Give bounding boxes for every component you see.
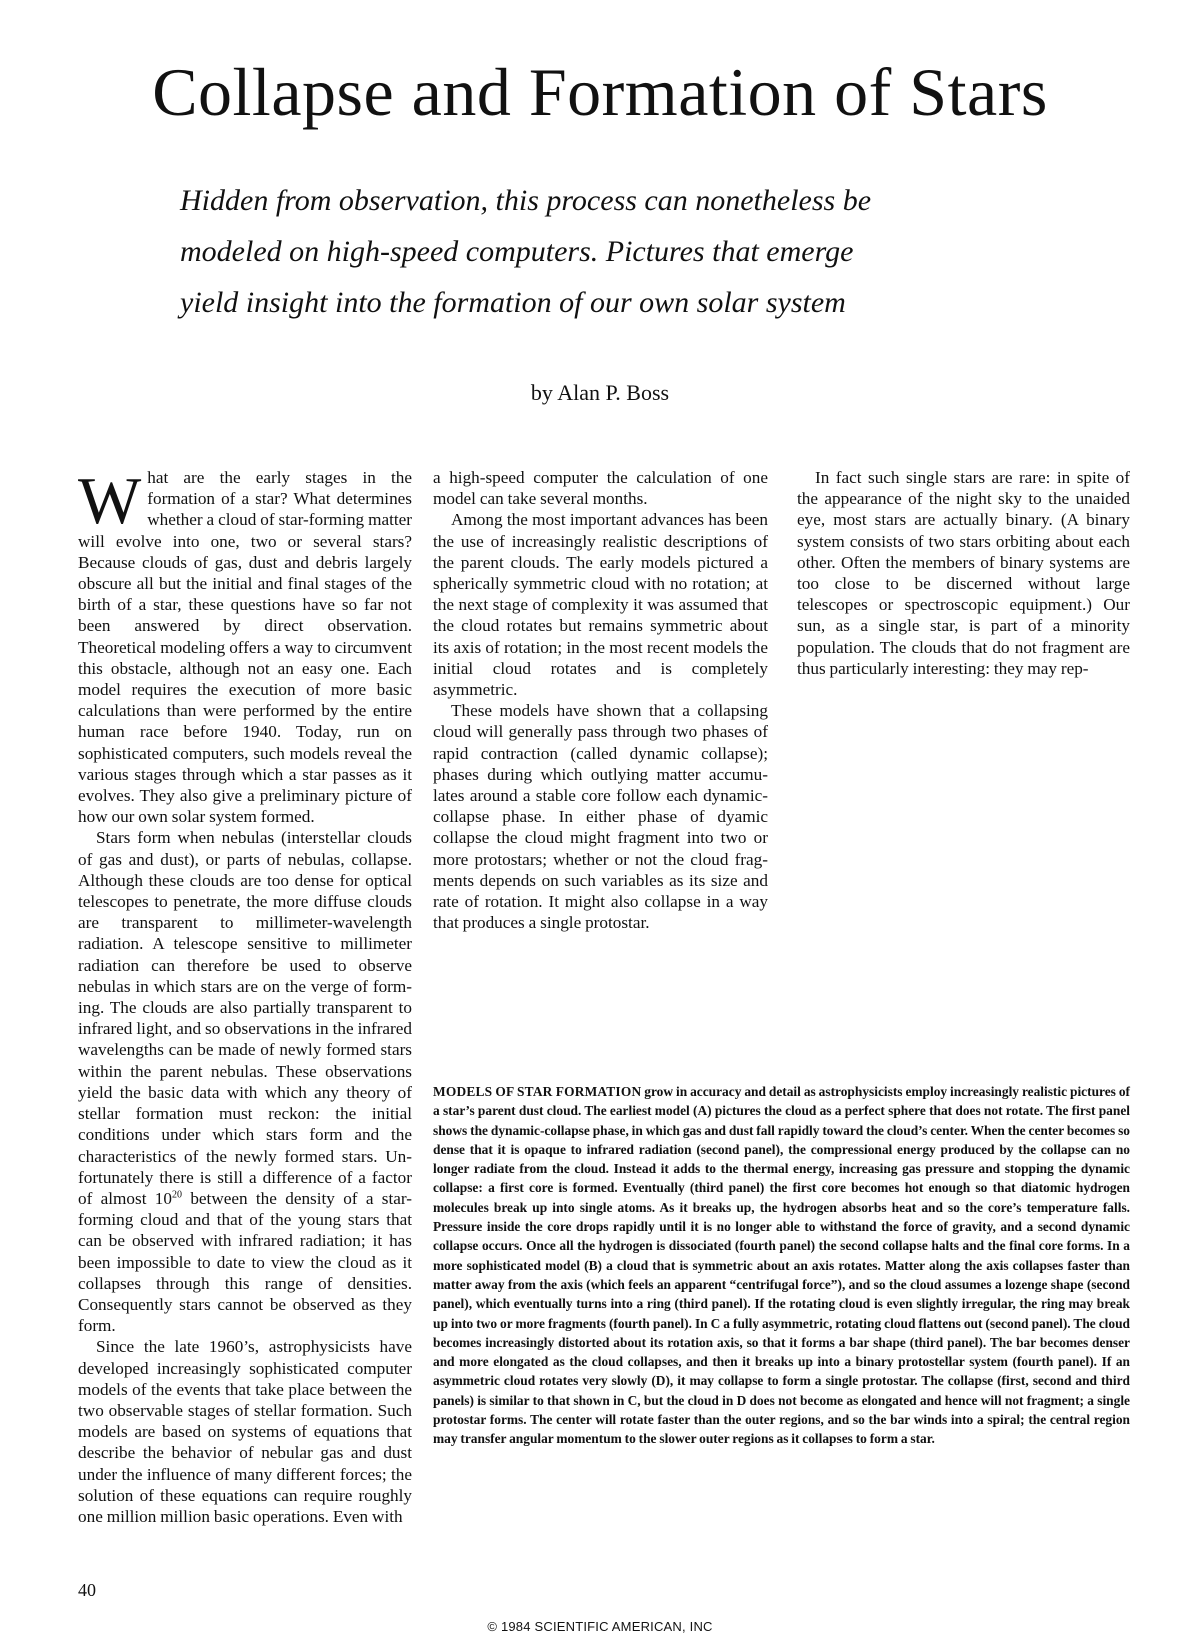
byline: by Alan P. Boss: [530, 380, 670, 405]
subtitle-line: Hidden from observation, this process can nonetheless be: [180, 184, 872, 217]
copyright-notice: © 1984 SCIENTIFIC AMERICAN, INC: [487, 1619, 713, 1634]
body-paragraph: [433, 509, 768, 700]
exponent: 20: [172, 1189, 182, 1201]
body-paragraph: [433, 700, 768, 933]
body-paragraph: [78, 1336, 412, 1527]
paragraph-text: between the density of a star-forming cloud and that of the young stars that can be observed with infrared radiation; it has been impossible to date to view the cloud as it collapses through this range of densities. Consequently stars cannot be observed as they form.: [78, 1188, 412, 1336]
caption-lead: MODELS OF STAR FORMATION: [433, 1084, 642, 1099]
text-column-1: [78, 467, 412, 1532]
paragraph-text: Among the most important advances has been the use of increasingly realistic descriptions of the parent clouds. The early models pictured a spherically symmetric cloud with no rotation; at the next stage of complexity it was assumed that the cloud rotates but remains symmetric about its axis of rotation; in the most recent models the initial cloud rotates and is completely asymmetric.: [433, 510, 768, 700]
body-paragraph: [78, 827, 412, 1336]
drop-cap: W: [78, 467, 142, 538]
paragraph-text: Since the late 1960’s, astrophysicists have developed increasingly sophisticated computer models of the events that take place between the two observable stages of stellar formation. Such models are based on systems of equations that describe the behavior of nebular gas and dust under the influence of many different forces; the solution of these equations can require roughly one million million basic operations. Even with: [78, 1337, 412, 1526]
article-subtitle: [180, 175, 1040, 328]
paragraph-text: These models have shown that a collapsing cloud will generally pass through two phases of rapid contraction (called dynamic collapse); phases during which outlying matter accumulates around a stable core follow each dynamic-collapse phase. In either phase of dyamic collapse the cloud might fragment into two or more protostars; whether or not the cloud fragments depends on such variables as its size and rate of rotation. It might also collapse in a way that produces a single protostar.: [433, 701, 768, 933]
body-paragraph: [797, 467, 1130, 679]
paragraph-text: a high-speed computer the calculation of one model can take several months.: [433, 468, 768, 509]
subtitle-line: modeled on high-speed computers. Pictures that emerge: [180, 235, 854, 268]
page-number: 40: [78, 1580, 96, 1600]
text-column-3: [797, 467, 1130, 1002]
caption-text: grow in accuracy and detail as astrophysicists employ increasingly realistic pictures of a star’s parent dust cloud. The earliest model (A) pictures the cloud as a perfect sphere that does not rotate. The first panel shows the dynamic-collapse phase, in which gas and dust fall rapidly toward the cloud’s center. When the center becomes so dense that it is opaque to infrared radiation (second panel), the compressional energy produced by the collapse can no longer radiate from the cloud. Instead it adds to the thermal energy, increasing gas pressure and stopping the dynamic collapse: a first core is formed. Eventually (third panel) the first core becomes hot enough so that diatomic hydrogen molecules break up into single atoms. As it breaks up, the hydrogen absorbs heat and so the core’s temperature falls. Pressure inside the core drops rapidly until it is no longer able to withstand the force of gravity, and a second dynamic collapse occurs. Once all the hydrogen is dissociated (fourth panel) the second collapse halts and the final core forms. In a more sophisticated model (B) a cloud that is symmetric about an axis rotates. Matter along the axis collapses faster than matter away from the axis (which feels an apparent “centrifugal force”), and so the cloud assumes a lozenge shape (second panel), which eventually turns into a ring (third panel). If the rotating cloud is even slightly irregular, the ring may break up into two or more fragments (fourth panel). In C a fully asymmetric, rotating cloud flattens out (second panel). The cloud becomes increasingly distorted about its rotation axis, so that it forms a bar shape (third panel). The bar becomes denser and more elongated as the cloud collapses, and then it breaks up into a binary protostellar system (fourth panel). If an asymmetric cloud rotates very slowly (D), it may collapse to form a single protostar. The collapse (first, second and third panels) is similar to that shown in C, but the cloud in D does not become as elongated and hence will not fragment; a single protostar forms. The center will rotate faster than the outer regions, and so the bar winds into a spiral; the central region may transfer angular momentum to the slower outer regions as it collapses to form a star.: [433, 1084, 1130, 1447]
figure-caption: [433, 1082, 1130, 1449]
paragraph-text: Stars form when nebulas (interstellar clouds of gas and dust), or parts of nebulas, collapse. Although these clouds are too dense for optical telescopes to penetrate, the more diffuse clouds are transparent to millimeter-wavelength radiation. A telescope sensitive to millimeter radiation can therefore be used to observe nebulas in which stars are on the verge of forming. The clouds are also partially transparent to infrared light, and so observations in the infrared wavelengths can be made of newly formed stars within the parent nebulas. These observations yield the basic data with which any theory of stellar formation must reckon: the initial conditions under which stars form and the characteristics of the newly formed stars. Unfortunately there is still a difference of a factor of almost 10: [78, 828, 412, 1208]
article-title: Collapse and Formation of Stars: [152, 54, 1048, 130]
subtitle-line: yield insight into the formation of our own solar system: [180, 286, 846, 319]
paragraph-text: In fact such single stars are rare: in spite of the appearance of the night sky to the unaided eye, most stars are actually binary. (A binary system consists of two stars orbiting about each other. Often the members of binary systems are too close to be discerned without large telescopes or spectroscopic equipment.) Our sun, as a single star, is part of a minority population. The clouds that do not fragment are thus particularly interesting: they may rep-: [797, 468, 1130, 678]
body-paragraph-continued: [433, 467, 768, 509]
body-paragraph: [78, 467, 412, 827]
paragraph-text: hat are the early stages in the formation of a star? What determines whether a cloud of star-forming matter will evolve into one, two or several stars? Because clouds of gas, dust and debris largely obscure all but the initial and final stages of the birth of a star, these questions have so far not been answered by direct observation. Theoretical modeling offers a way to circumvent this obstacle, although not an easy one. Each model requires the execution of more basic calculations than were performed by the entire human race before 1940. Today, run on sophisticated computers, such models reveal the various stages through which a star passes as it evolves. They also give a preliminary picture of how our own solar system formed.: [78, 468, 412, 827]
text-column-2: [433, 467, 768, 1002]
